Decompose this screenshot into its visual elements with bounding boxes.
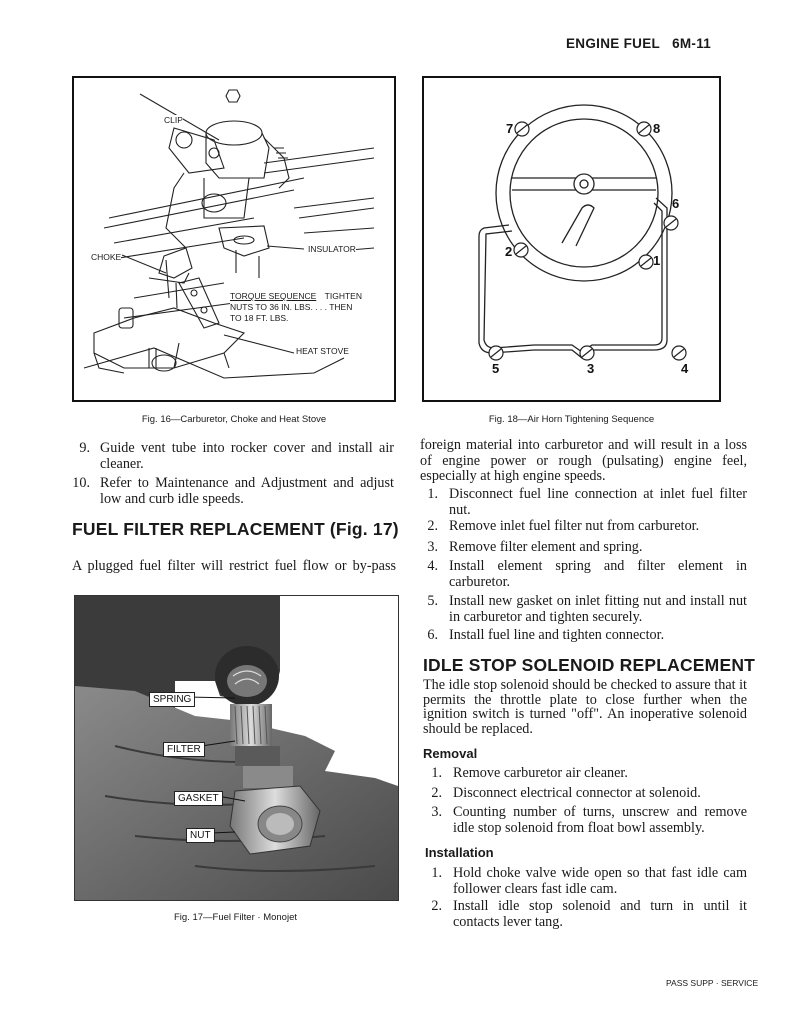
torque-line2: NUTS TO 36 IN. LBS. . . . THEN bbox=[230, 302, 353, 312]
solenoid-heading: IDLE STOP SOLENOID REPLACEMENT bbox=[423, 655, 756, 675]
screw-label-1: 1 bbox=[653, 253, 661, 268]
installation-heading: Installation bbox=[425, 845, 494, 860]
photo-label-filter: FILTER bbox=[163, 742, 205, 757]
screw-label-2: 2 bbox=[505, 244, 513, 259]
torque-heading: TORQUE SEQUENCE bbox=[230, 291, 317, 301]
figure-17-caption: Fig. 17—Fuel Filter · Monojet bbox=[173, 912, 297, 923]
label-insulator: INSULATOR bbox=[308, 244, 356, 254]
fuel-filter-photo bbox=[75, 596, 398, 900]
page-footer: PASS SUPP · SERVICE bbox=[666, 978, 759, 988]
torque-line3: TO 18 FT. LBS. bbox=[230, 313, 289, 323]
page-header bbox=[566, 36, 711, 51]
screw-label-7: 7 bbox=[506, 121, 514, 136]
photo-label-nut: NUT bbox=[186, 828, 215, 843]
label-clip: CLIP bbox=[164, 115, 183, 125]
screw-label-6: 6 bbox=[672, 196, 680, 211]
figure-18-caption: Fig. 18—Air Horn Tightening Sequence bbox=[488, 414, 655, 425]
photo-label-gasket: GASKET bbox=[174, 791, 223, 806]
screw-label-4: 4 bbox=[681, 361, 689, 376]
screw-label-8: 8 bbox=[653, 121, 661, 136]
label-heat-stove: HEAT STOVE bbox=[296, 346, 349, 356]
screw-label-3: 3 bbox=[587, 361, 595, 376]
fuel-filter-heading: FUEL FILTER REPLACEMENT (Fig. 17) bbox=[72, 519, 399, 539]
figure-17-fuel-filter-photo bbox=[74, 595, 399, 901]
figure-16-caption: Fig. 16—Carburetor, Choke and Heat Stove bbox=[141, 414, 327, 425]
air-horn-diagram bbox=[424, 78, 719, 400]
screw-label-5: 5 bbox=[492, 361, 500, 376]
fuel-filter-intro-continued: foreign material into carburetor and will result in a loss of engine power or rough (pulsating) engine feel, especially at high engine speeds. bbox=[420, 437, 747, 484]
label-choke: CHOKE bbox=[91, 252, 122, 262]
section-title: ENGINE FUEL bbox=[566, 36, 661, 51]
fuel-filter-intro: A plugged fuel filter will restrict fuel flow or by-pass bbox=[72, 558, 396, 574]
label-torque-sequence bbox=[230, 291, 362, 324]
figure-18-air-horn bbox=[422, 76, 721, 402]
solenoid-intro: The idle stop solenoid should be checked to assure that it permits the throttle plate to close further when the ignition switch is turned "off". An inoperative solenoid should be replaced. bbox=[423, 677, 747, 737]
page-number: 6M-11 bbox=[672, 36, 712, 51]
photo-label-spring: SPRING bbox=[149, 692, 195, 707]
torque-line1: TIGHTEN bbox=[324, 291, 362, 301]
figure-16-carburetor bbox=[72, 76, 396, 402]
removal-heading: Removal bbox=[423, 746, 478, 761]
